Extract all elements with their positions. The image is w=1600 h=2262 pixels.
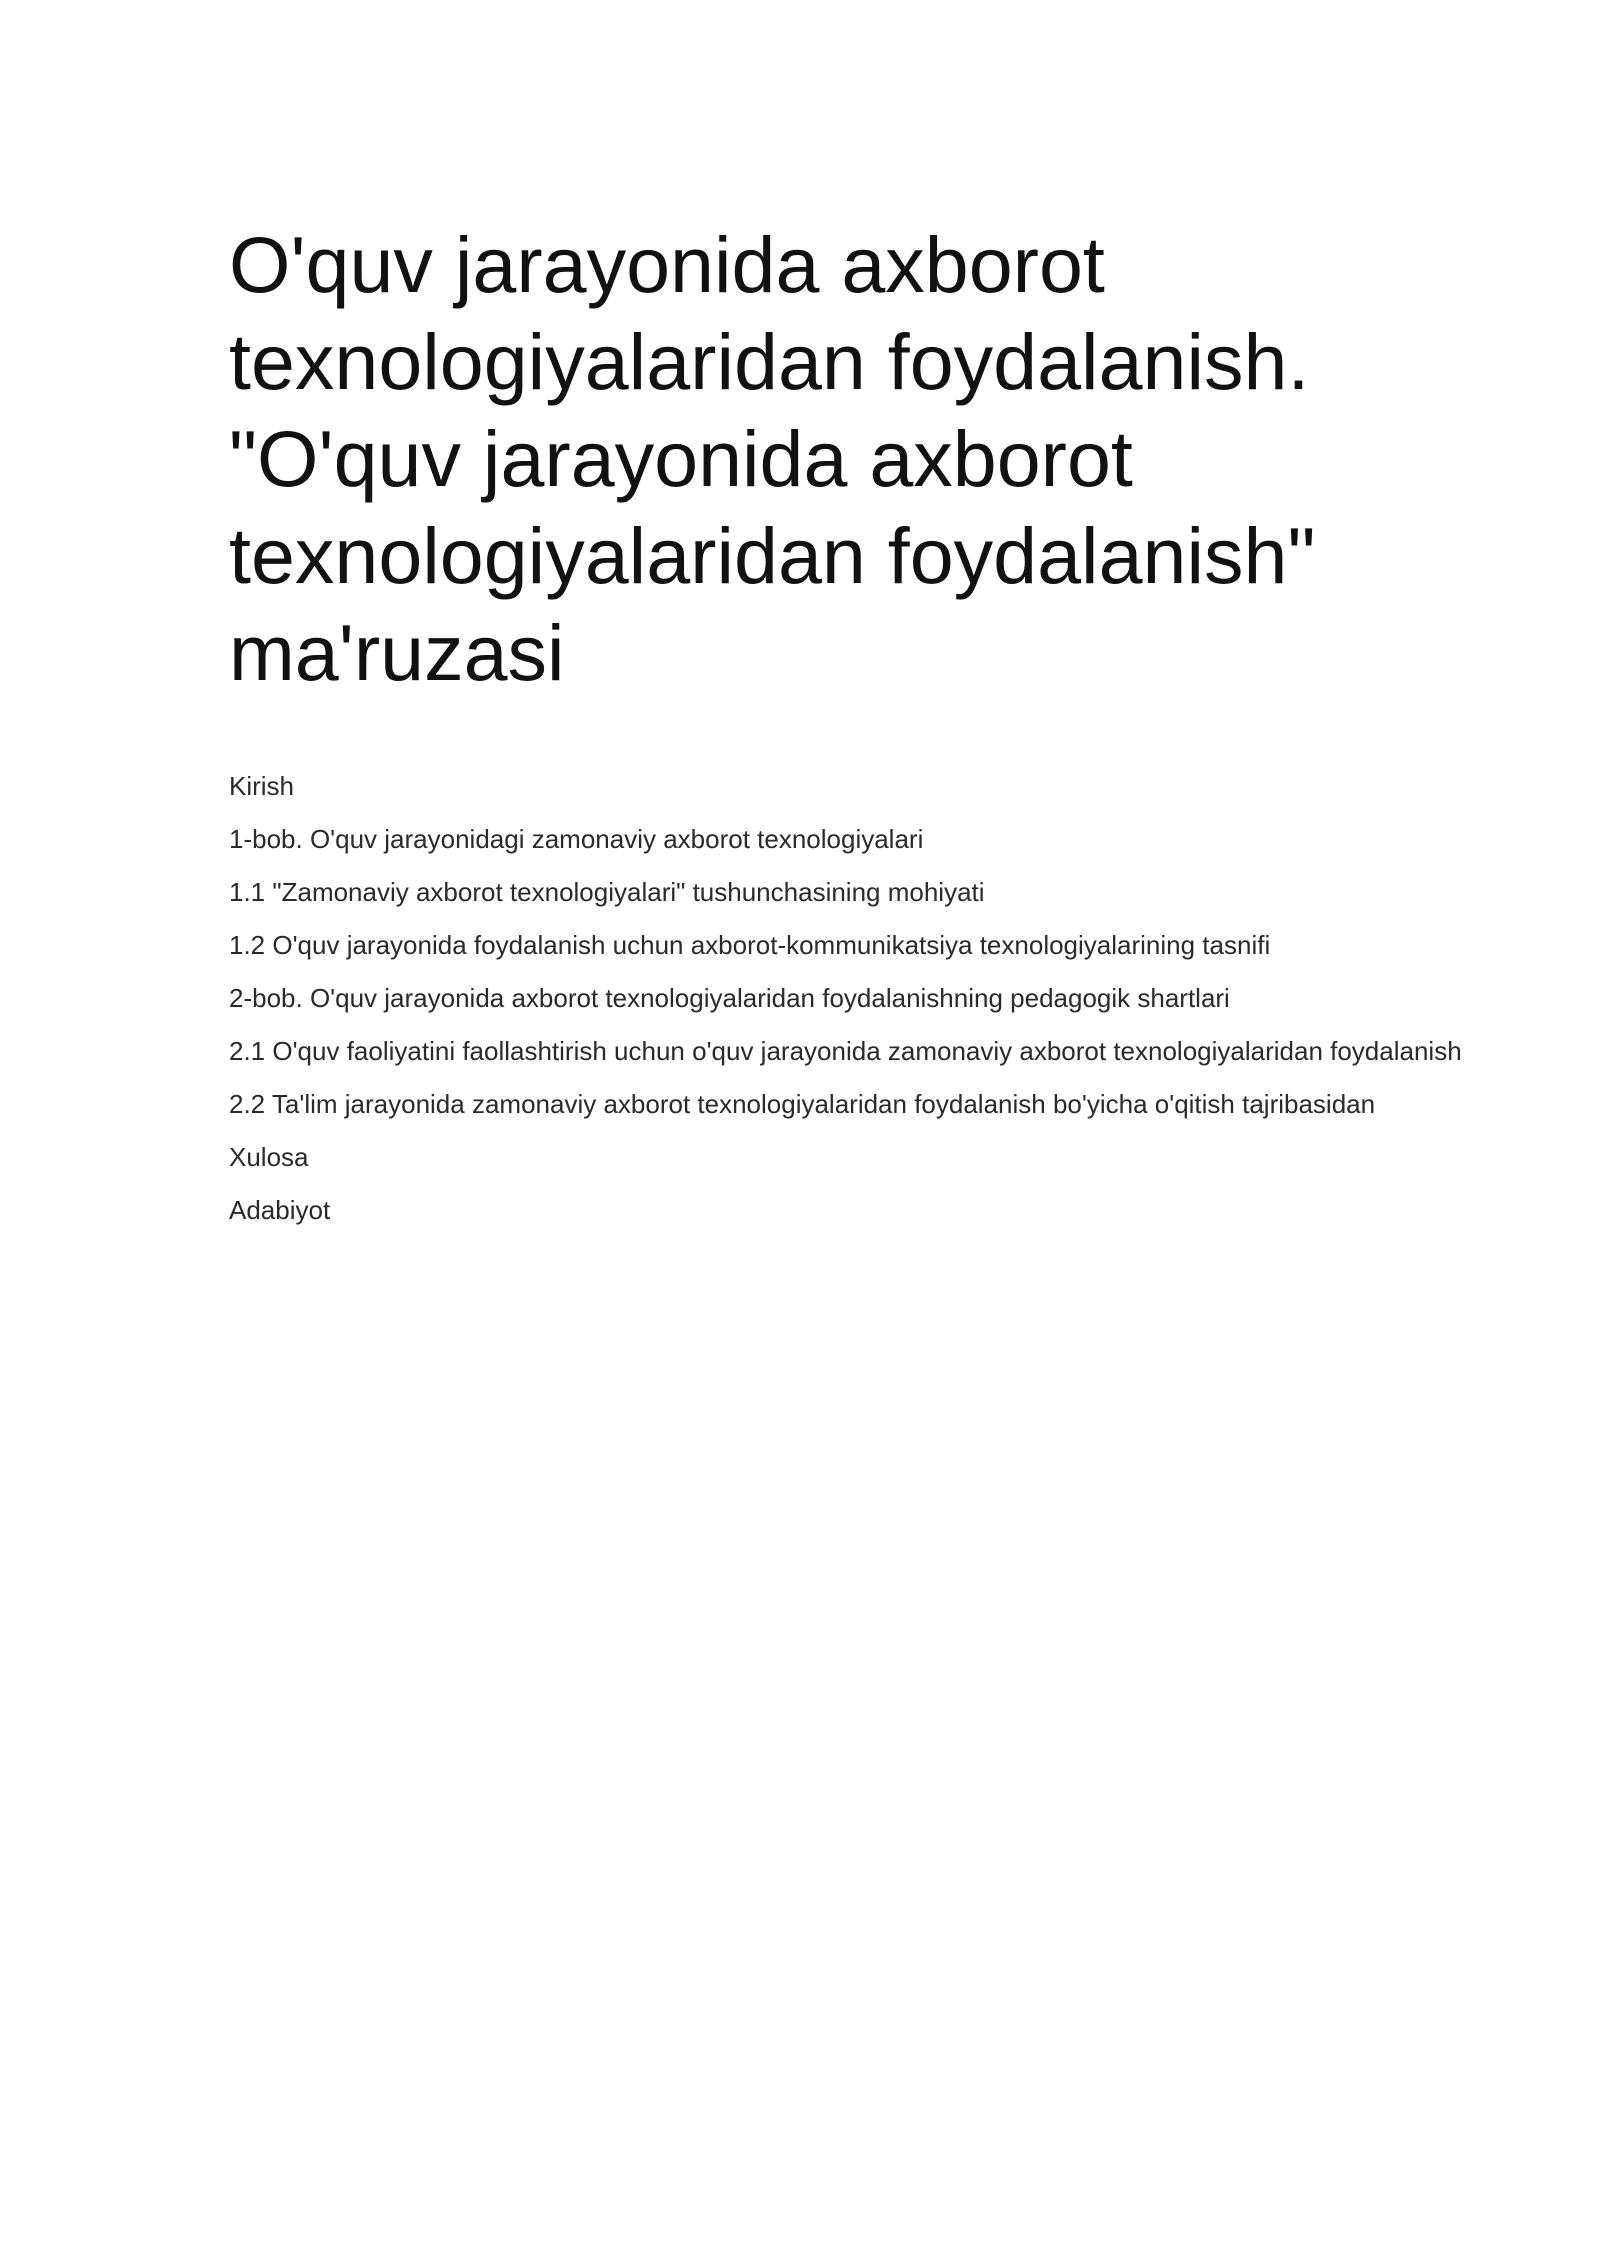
toc-item-section-1-1: 1.1 "Zamonaviy axborot texnologiyalari" tushunchasining mohiyati	[229, 877, 985, 907]
toc-item-chapter-2: 2-bob. O'quv jarayonida axborot texnologiyalaridan foydalanishning pedagogik shartlari	[229, 983, 1230, 1013]
table-of-contents	[229, 770, 1489, 1247]
toc-item-section-2-1: 2.1 O'quv faoliyatini faollashtirish uchun o'quv jarayonida zamonaviy axborot texnologiyalaridan foydalanish	[229, 1036, 1462, 1066]
toc-item-section-1-2: 1.2 O'quv jarayonida foydalanish uchun axborot-kommunikatsiya texnologiyalarining tasnifi	[229, 930, 1271, 960]
document-title: O'quv jarayonida axborot texnologiyalaridan foydalanish. "O'quv jarayonida axborot texnologiyalaridan foydalanish" ma'ruzasi	[229, 220, 1316, 697]
toc-item-conclusion: Xulosa	[229, 1142, 309, 1172]
toc-item-section-2-2: 2.2 Ta'lim jarayonida zamonaviy axborot texnologiyalaridan foydalanish bo'yicha o'qitish tajribasidan	[229, 1089, 1376, 1119]
toc-item-references: Adabiyot	[229, 1195, 331, 1225]
toc-item-introduction: Kirish	[229, 771, 295, 801]
toc-item-chapter-1: 1-bob. O'quv jarayonidagi zamonaviy axborot texnologiyalari	[229, 824, 924, 854]
